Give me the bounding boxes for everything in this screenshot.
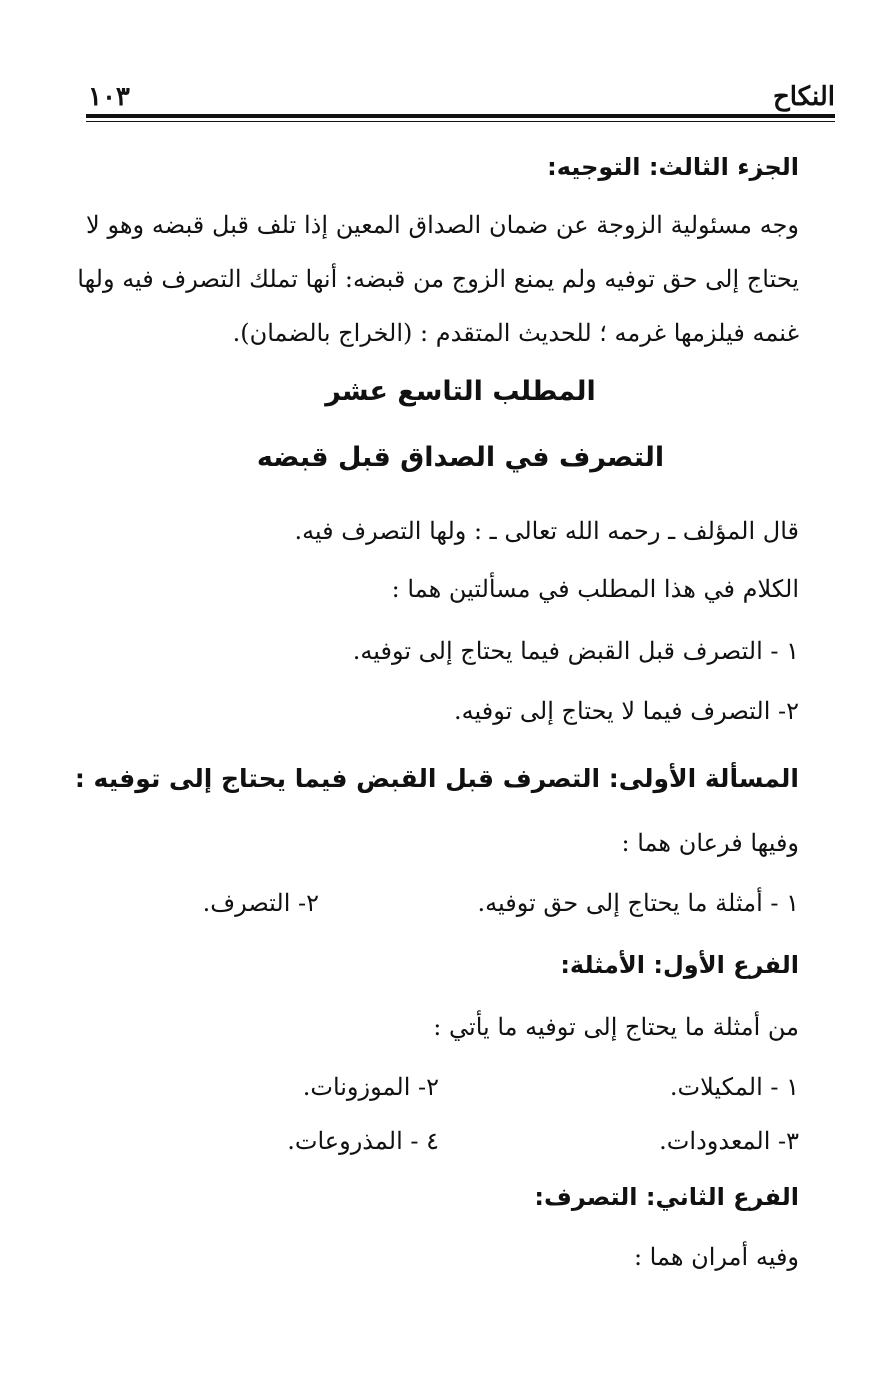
issue-item: ١ - التصرف قبل القبض فيما يحتاج إلى توفيه. xyxy=(352,637,799,665)
issue1-intro: وفيها فرعان هما : xyxy=(621,829,799,857)
header-rule-thin xyxy=(86,121,835,122)
branch2-heading: الفرع الثاني: التصرف: xyxy=(534,1183,799,1211)
branch1-intro: من أمثلة ما يحتاج إلى توفيه ما يأتي : xyxy=(433,1013,799,1041)
branch-item-second: ٢- التصرف. xyxy=(202,889,319,917)
example-item: ١ - المكيلات. xyxy=(669,1073,799,1101)
paragraph-line: غنمه فيلزمها غرمه ؛ للحديث المتقدم : (الخراج بالضمان). xyxy=(232,319,799,347)
matlab-title: المطلب التاسع عشر xyxy=(325,376,596,407)
author-quote: قال المؤلف ـ رحمه الله تعالى ـ : ولها التصرف فيه. xyxy=(294,517,799,545)
intro-text: الكلام في هذا المطلب في مسألتين هما : xyxy=(391,575,799,603)
page-number: ١٠٣ xyxy=(88,82,130,112)
matlab-subtitle: التصرف في الصداق قبل قبضه xyxy=(256,442,665,473)
branch-item-first: ١ - أمثلة ما يحتاج إلى حق توفيه. xyxy=(477,889,799,917)
paragraph-line: وجه مسئولية الزوجة عن ضمان الصداق المعين إذا تلف قبل قبضه وهو لا xyxy=(86,211,799,239)
issue1-heading: المسألة الأولى: التصرف قبل القبض فيما يحتاج إلى توفيه : xyxy=(74,764,799,793)
branch1-heading: الفرع الأول: الأمثلة: xyxy=(560,951,799,979)
chapter-title: النكاح xyxy=(772,82,835,112)
section-heading: الجزء الثالث: التوجيه: xyxy=(547,153,799,181)
header-rule-thick xyxy=(86,114,835,118)
example-item: ٣- المعدودات. xyxy=(659,1127,799,1155)
branch2-intro: وفيه أمران هما : xyxy=(633,1243,799,1271)
issue-item: ٢- التصرف فيما لا يحتاج إلى توفيه. xyxy=(453,697,799,725)
running-header xyxy=(88,72,835,112)
example-item: ٤ - المذروعات. xyxy=(287,1127,439,1155)
paragraph-line: يحتاج إلى حق توفيه ولم يمنع الزوج من قبضه: أنها تملك التصرف فيه ولها xyxy=(77,265,799,293)
example-item: ٢- الموزونات. xyxy=(302,1073,439,1101)
